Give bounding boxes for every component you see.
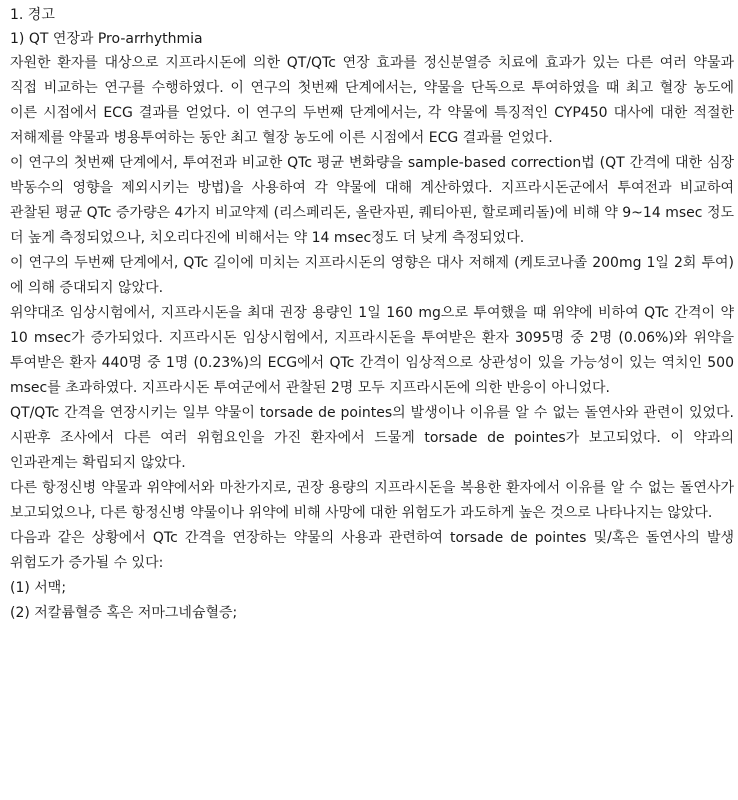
section-title: 1. 경고 bbox=[10, 7, 55, 23]
paragraph-risk-conditions: 다음과 같은 상황에서 QTc 간격을 연장하는 약물의 사용과 관련하여 torsade de pointes 및/혹은 돌연사의 발생 위험도가 증가될 수 있다: bbox=[10, 530, 734, 571]
paragraph-second-phase: 이 연구의 두번째 단계에서, QTc 길이에 미치는 지프라시돈의 영향은 대사 저해제 (케토코나졸 200mg 1일 2회 투여)에 의해 증대되지 않았다. bbox=[10, 255, 734, 296]
list-item: (2) 저칼륨혈증 혹은 저마그네슘혈증; bbox=[10, 605, 238, 621]
subsection-title: 1) QT 연장과 Pro-arrhythmia bbox=[10, 31, 203, 47]
paragraph-placebo-trial: 위약대조 임상시험에서, 지프라시돈을 최대 권장 용량인 1일 160 mg으로 투여했을 때 위약에 비하여 QTc 간격이 약 10 msec가 증가되었다. 지프라시돈 임상시험에서, 지프라시돈을 투여받은 환자 3095명 중 2명 (0.06%)와 위약을 투여받은 환자 440명 중 1명 (0.23%)의 ECG에서 QTc 간격이 임상적으로 상관성이 있을 가능성이 있는 역치인 500 msec를 초과하였다. 지프라시돈 투여군에서 관찰된 2명 모두 지프라시돈에 의한 반응이 아니었다. bbox=[10, 305, 734, 396]
paragraph-sudden-death: 다른 항정신병 약물과 위약에서와 마찬가지로, 권장 용량의 지프라시돈을 복용한 환자에서 이유를 알 수 없는 돌연사가 보고되었으나, 다른 항정신병 약물이나 위약에 비해 사망에 대한 위험도가 과도하게 높은 것으로 나타나지는 않았다. bbox=[10, 480, 734, 521]
paragraph-study-design: 자원한 환자를 대상으로 지프라시돈에 의한 QT/QTc 연장 효과를 정신분열증 치료에 효과가 있는 다른 여러 약물과 직접 비교하는 연구를 수행하였다. 이 연구의 첫번째 단계에서는, 약물을 단독으로 투여하였을 때 최고 혈장 농도에 이른 시점에서 ECG 결과를 얻었다. 이 연구의 두번째 단계에서는, 각 약물에 특징적인 CYP450 대사에 대한 적절한 저해제를 약물과 병용투여하는 동안 최고 혈장 농도에 이른 시점에서 ECG 결과를 얻었다. bbox=[10, 55, 734, 146]
list-item: (1) 서맥; bbox=[10, 580, 67, 596]
paragraph-first-phase: 이 연구의 첫번째 단계에서, 투여전과 비교한 QTc 평균 변화량을 sample-based correction법 (QT 간격에 대한 심장 박동수의 영향을 제외시키는 방법)을 사용하여 각 약물에 대해 계산하였다. 지프라시돈군에서 투여전과 비교하여 관찰된 평균 QTc 증가량은 4가지 비교약제 (리스페리돈, 올란자핀, 퀘티아핀, 할로페리돌)에 비해 약 9~14 msec 정도 더 높게 측정되었으나, 치오리다진에 비해서는 약 14 msec정도 더 낮게 측정되었다. bbox=[10, 155, 734, 246]
paragraph-torsade: QT/QTc 간격을 연장시키는 일부 약물이 torsade de pointes의 발생이나 이유를 알 수 없는 돌연사와 관련이 있었다. 시판후 조사에서 다른 여러 위험요인을 가진 환자에서 드물게 torsade de pointes가 보고되었다. 이 약과의 인과관계는 확립되지 않았다. bbox=[10, 405, 734, 471]
